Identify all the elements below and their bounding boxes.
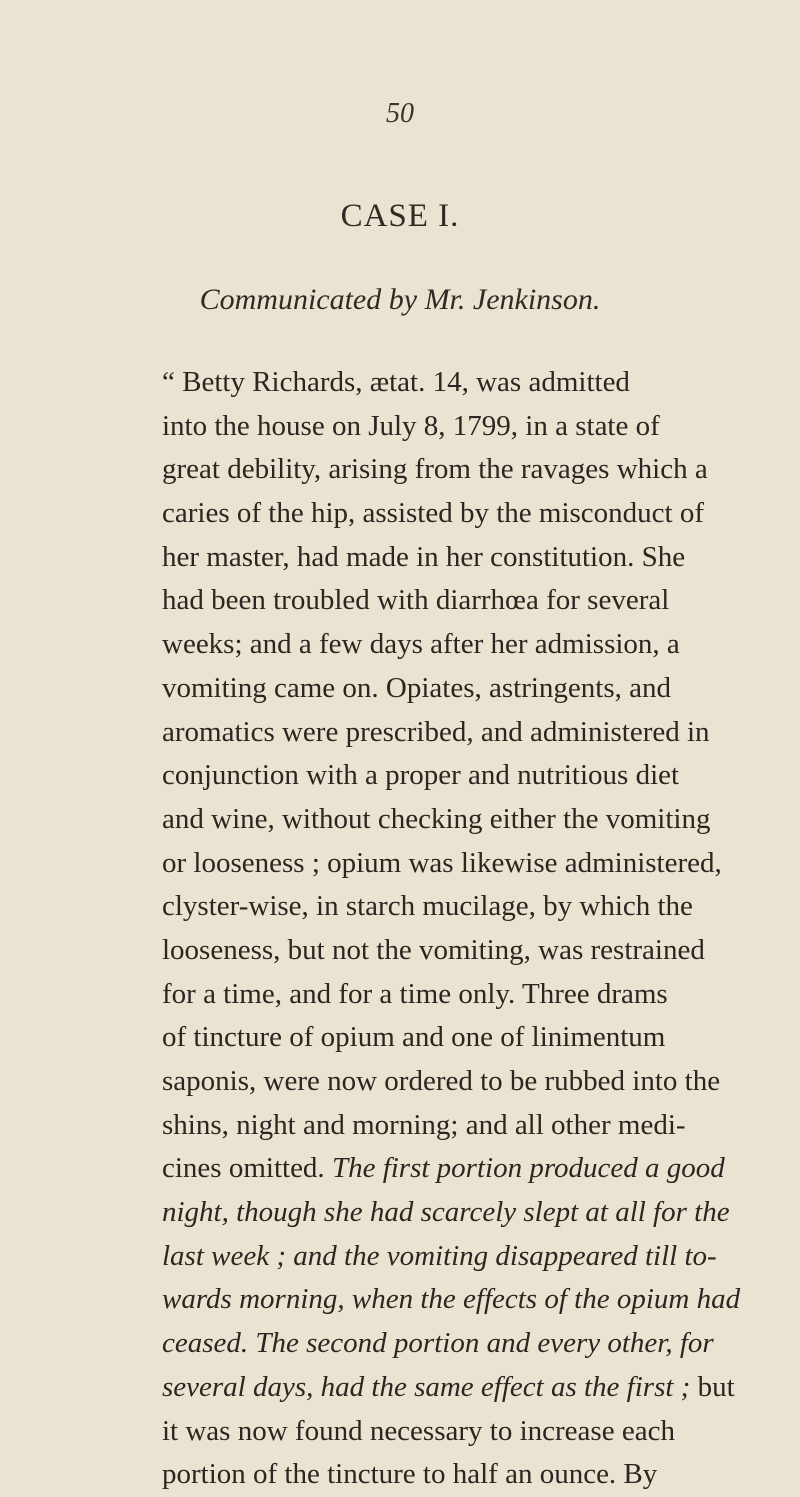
text-line: clyster-wise, in starch mucilage, by which the bbox=[162, 890, 693, 923]
text-line bbox=[162, 1366, 800, 1410]
text-line bbox=[162, 1147, 800, 1191]
text-line: it was now found necessary to increase each bbox=[162, 1414, 675, 1447]
text-segment: The first portion produced a good bbox=[331, 1152, 725, 1185]
text-line: had been troubled with diarrhœa for several bbox=[162, 584, 670, 617]
text-line: conjunction with a proper and nutritious diet bbox=[162, 759, 680, 792]
text-line: looseness, but not the vomiting, was restrained bbox=[162, 933, 705, 966]
text-line: ceased. The second portion and every other, for bbox=[162, 1327, 714, 1360]
case-heading: CASE I. bbox=[340, 198, 460, 234]
text-line: shins, night and morning; and all other medi- bbox=[162, 1108, 686, 1141]
text-segment: cines omitted. bbox=[162, 1152, 332, 1185]
text-line: weeks; and a few days after her admission, a bbox=[162, 628, 680, 661]
text-line: and wine, without checking either the vomiting bbox=[162, 802, 711, 835]
text-line: into the house on July 8, 1799, in a state of bbox=[162, 409, 660, 442]
text-line: her master, had made in her constitution. She bbox=[162, 540, 686, 573]
text-line: portion of the tincture to half an ounce. By bbox=[162, 1458, 658, 1491]
text-segment: several days, had the same effect as the first ; bbox=[162, 1370, 691, 1403]
text-line: great debility, arising from the ravages which a bbox=[162, 453, 708, 486]
body-paragraph bbox=[162, 361, 800, 1497]
page-number: 50 bbox=[386, 98, 414, 129]
text-line: aromatics were prescribed, and administered in bbox=[162, 715, 710, 748]
text-line: night, though she had scarcely slept at all for the bbox=[162, 1196, 730, 1229]
text-line: last week ; and the vomiting disappeared till to- bbox=[162, 1239, 717, 1272]
text-line: of tincture of opium and one of linimentum bbox=[162, 1021, 666, 1054]
text-line: caries of the hip, assisted by the misconduct of bbox=[162, 497, 705, 530]
text-line: saponis, were now ordered to be rubbed into the bbox=[162, 1065, 721, 1097]
text-segment: but bbox=[690, 1370, 735, 1403]
text-line: vomiting came on. Opiates, astringents, and bbox=[162, 671, 672, 704]
attribution-line: Communicated by Mr. Jenkinson. bbox=[199, 283, 601, 316]
text-line: wards morning, when the effects of the opium had bbox=[162, 1283, 741, 1316]
text-line: or looseness ; opium was likewise administered, bbox=[162, 846, 722, 879]
text-line: for a time, and for a time only. Three drams bbox=[162, 977, 668, 1010]
text-line: “ Betty Richards, ætat. 14, was admitted bbox=[162, 366, 630, 398]
